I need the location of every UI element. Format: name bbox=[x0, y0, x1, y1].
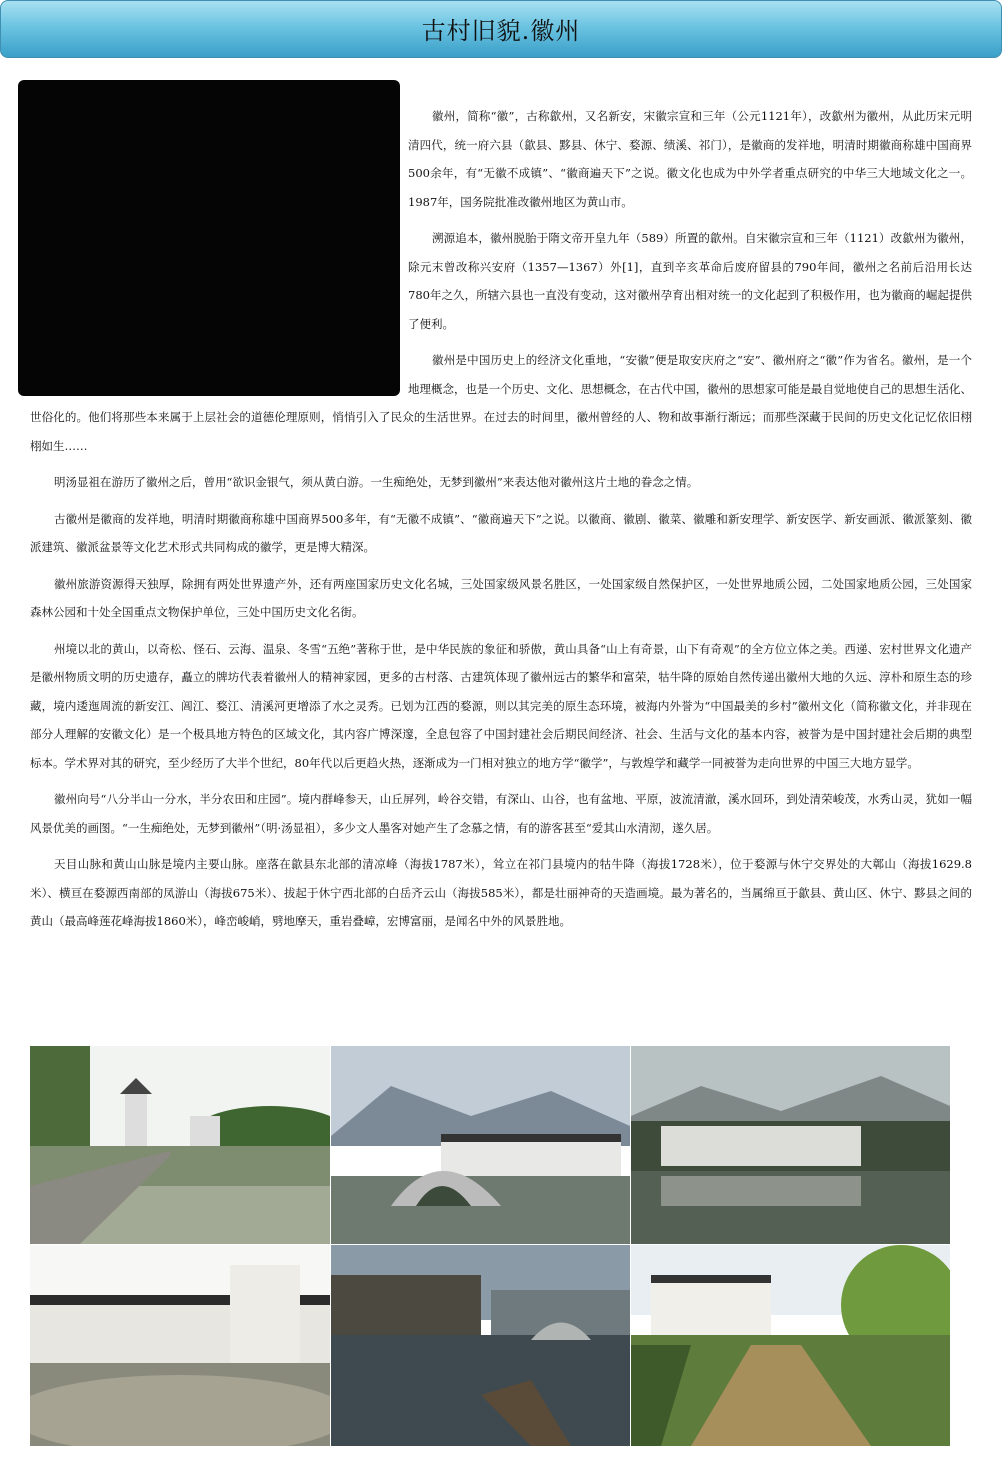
photo-moon-pond-houses bbox=[30, 1245, 330, 1446]
photo-boat-stone-bridge bbox=[331, 1245, 630, 1446]
paragraph-8: 徽州向号“八分半山一分水，半分农田和庄园”。境内群峰参天，山丘屏列，岭谷交错，有深山、山谷，也有盆地、平原，波流清澈，溪水回环，到处清荣峻茂，水秀山灵，犹如一幅风景优美的画图。“一生痴绝处，无梦到徽州”（明·汤显祖），多少文人墨客对她产生了念慕之情，有的游客甚至“爱其山水清沏，遂久居。 bbox=[30, 792, 972, 835]
paragraph-4: 明汤显祖在游历了徽州之后，曾用“欲识金银气，须从黄白游。一生痴绝处，无梦到徽州”来表达他对徽州这片土地的眷念之情。 bbox=[54, 475, 699, 489]
paragraph-3: 徽州是中国历史上的经济文化重地，“安徽”便是取安庆府之“安”、徽州府之“徽”作为省名。徽州，是一个地理概念，也是一个历史、文化、思想概念，在古代中国，徽州的思想家可能是最自觉地使自己的思想生活化、世俗化的。他们将那些本来属于上层社会的道德伦理原则，悄悄引入了民众的生活世界。在过去的时间里，徽州曾经的人、物和故事渐行渐远；而那些深藏于民间的历史文化记忆依旧栩栩如生…… bbox=[30, 353, 972, 453]
video-float-spacer bbox=[30, 102, 408, 398]
paragraph-7: 州境以北的黄山，以奇松、怪石、云海、温泉、冬雪“五绝”著称于世，是中华民族的象征和骄傲，黄山具备“山上有奇景，山下有奇观”的全方位立体之美。西递、宏村世界文化遗产是徽州物质文明的历史遗存，矗立的牌坊代表着徽州人的精神家园，更多的古村落、古建筑体现了徽州远古的繁华和富荣，牯牛降的原始自然传递出徽州大地的久远、淳朴和原生态的珍藏，境内逶迤周流的新安江、阊江、婺江、清溪河更增添了水之灵秀。已划为江西的婺源，则以其完美的原生态环境，被海内外誉为“中国最美的乡村”徽州文化（简称徽文化，并非现在部分人理解的安徽文化）是一个极具地方特色的区域文化，其内容广博深邃，全息包容了中国封建社会后期民间经济、社会、生活与文化的基本内容，被誉为是中国封建社会后期的典型标本。学术界对其的研究，至少经历了大半个世纪，80年代以后更趋火热，逐渐成为一门相对独立的地方学“徽学”，与敦煌学和藏学一同被誉为走向世界的中国三大地方显学。 bbox=[30, 641, 972, 770]
photo-village-lake-reflection bbox=[631, 1046, 950, 1244]
photo-stream-willows bbox=[631, 1245, 950, 1446]
paragraph-5: 古徽州是徽商的发祥地，明清时期徽商称雄中国商界500多年，有“无徽不成镇”、“徽商遍天下”之说。以徽商、徽剧、徽菜、徽雕和新安理学、新安医学、新安画派、徽派篆刻、徽派建筑、徽派盆景等文化艺术形式共同构成的徽学，更是博大精深。 bbox=[30, 511, 972, 554]
photo-pagoda-bridge bbox=[30, 1046, 330, 1244]
page-title: 古村旧貌.徽州 bbox=[421, 17, 581, 45]
paragraph-2: 溯源追本，徽州脱胎于隋文帝开皇九年（589）所置的歙州。自宋徽宗宣和三年（1121）改歙州为徽州，除元末曾改称兴安府（1357—1367）外[1]，直到辛亥革命后废府留县的790年间，徽州之名前后沿用长达780年之久，所辖六县也一直没有变动，这对徽州孕育出相对统一的文化起到了积极作用，也为徽商的崛起提供了便利。 bbox=[408, 231, 972, 331]
paragraph-1: 徽州，简称“徽”，古称歙州，又名新安，宋徽宗宣和三年（公元1121年），改歙州为徽州，从此历宋元明清四代，统一府六县（歙县、黟县、休宁、婺源、绩溪、祁门），是徽商的发祥地，明清时期徽商称雄中国商界500余年，有“无徽不成镇”、“徽商遍天下”之说。徽文化也成为中外学者重点研究的中华三大地域文化之一。1987年，国务院批准改徽州地区为黄山市。 bbox=[408, 109, 972, 209]
photo-gallery bbox=[30, 1046, 950, 1446]
article-body bbox=[30, 102, 972, 944]
paragraph-6: 徽州旅游资源得天独厚，除拥有两处世界遗产外，还有两座国家历史文化名城，三处国家级风景名胜区，一处国家级自然保护区，一处世界地质公园，二处国家地质公园，三处国家森林公园和十处全国重点文物保护单位，三处中国历史文化名街。 bbox=[30, 576, 972, 619]
paragraph-9: 天目山脉和黄山山脉是境内主要山脉。座落在歙县东北部的清凉峰（海拔1787米），耸立在祁门县境内的牯牛降（海拔1728米），位于婺源与休宁交界处的大鄣山（海拔1629.8米）、横亘在婺源西南部的凤游山（海拔675米）、拔起于休宁西北部的白岳齐云山（海拔585米），都是壮丽神奇的天造画境。最为著名的，当属绵亘于歙县、黄山区、休宁、黟县之间的黄山（最高峰莲花峰海拔1860米），峰峦峻峭，劈地摩天，重岩叠嶂，宏博富丽，是闻名中外的风景胜地。 bbox=[30, 857, 972, 928]
photo-arch-bridge-mountains bbox=[331, 1046, 630, 1244]
page-header bbox=[0, 0, 1002, 58]
